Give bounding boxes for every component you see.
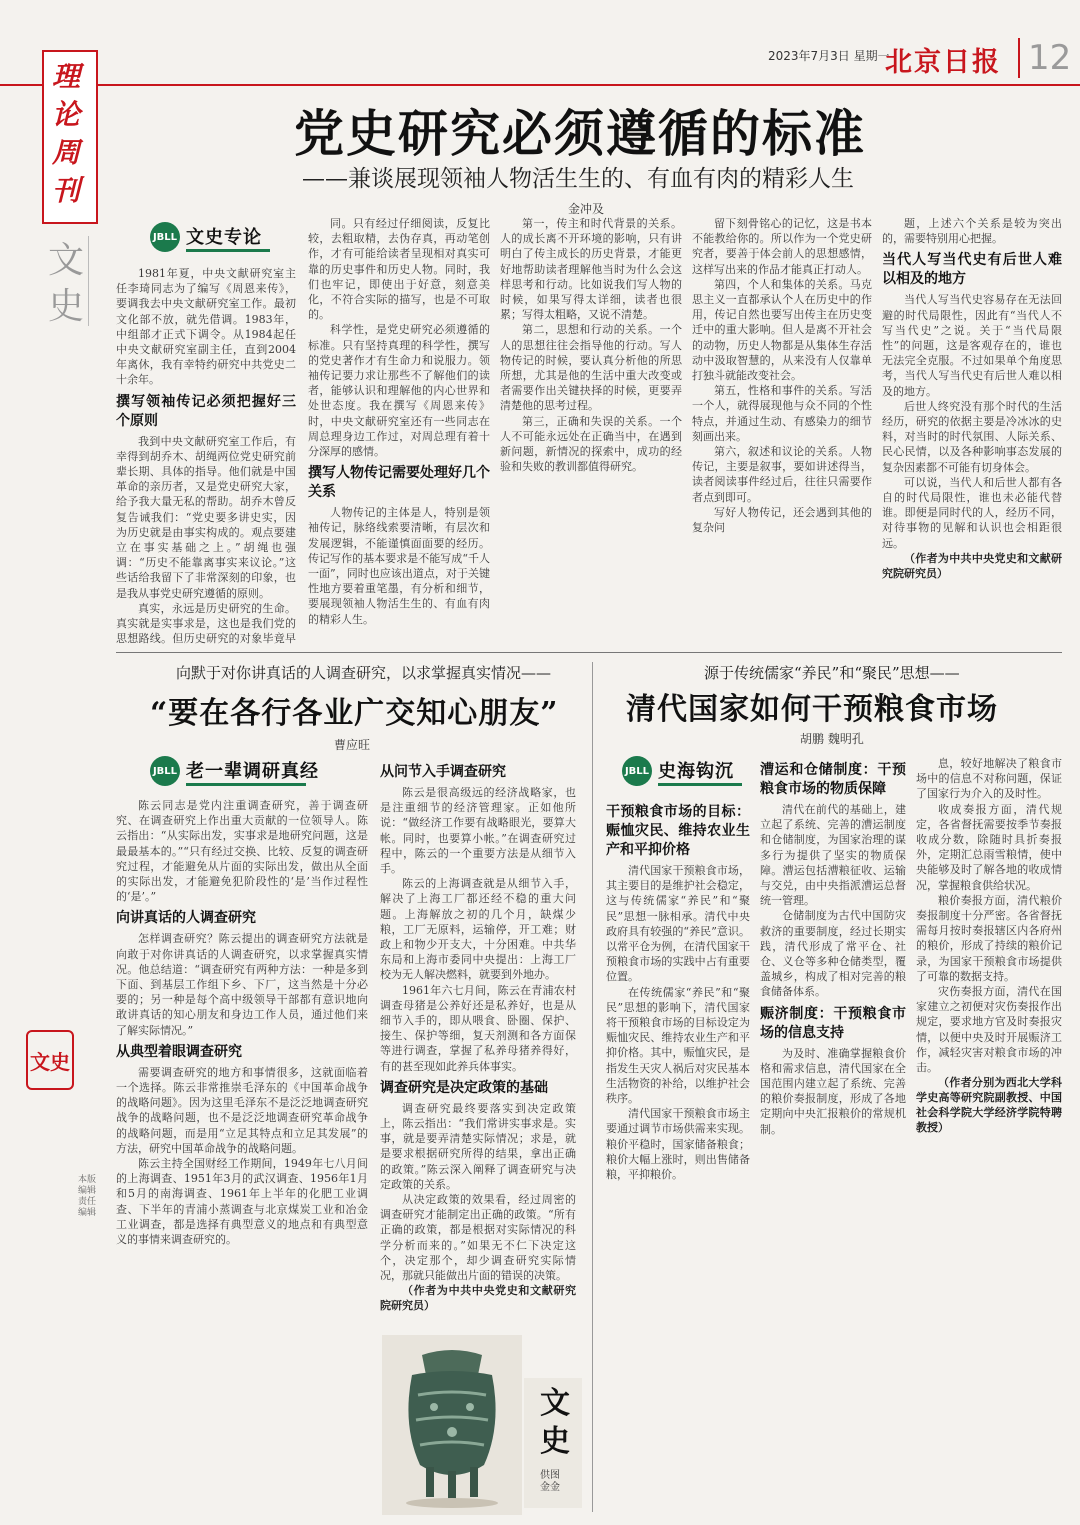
paragraph: 当代人写当代史容易存在无法回避的时代局限性，因此有“当代人不写当代史”之说。关于“当代局限性”的问题，这是客观存在的，谁也无法完全克服。不过如果单个角度思考，当代人写当代史有后世人难以相及的地方。	[882, 293, 1062, 398]
left-author: 曹应旺	[334, 738, 371, 752]
section-heading: 赈济制度：干预粮食市场的信息支持	[760, 1005, 906, 1041]
page-number: 12	[1018, 38, 1071, 78]
left-kicker: 向默于对你讲真话的人调查研究，以求掌握真实情况——	[176, 664, 552, 682]
lead-column-5	[882, 216, 1062, 646]
section-heading: 撰写领袖传记必须把握好三个原则	[116, 393, 296, 429]
section-name: 文史	[48, 240, 85, 327]
paragraph: 同。只有经过仔细阅读，反复比较，去粗取精，去伪存真，再动笔创作，才有可能给读者呈现相对真实可靠的历史事件和历史人物。同时，我们也牢记，即使出于好意，刻意美化，不符合实际的描写，也是不可取的。	[308, 217, 490, 322]
section-heading: 从问节入手调查研究	[380, 764, 506, 780]
paragraph: 1981年夏，中央文献研究室主任李琦同志为了编写《周恩来传》，要调我去中央文献研究室工作。最初文化部不放，就先借调。1983年，中组部才正式下调令。从1984起任中央文献研究室副主任，直到2004年离休，我有幸特约研究中共党史二十余年。	[116, 267, 296, 387]
lead-column-4	[692, 216, 872, 646]
wenshi-seal-stamp: 文史	[26, 1030, 74, 1090]
column-badge-rule	[658, 783, 742, 786]
section-name-rule	[88, 236, 89, 326]
paragraph: 清代国家干预粮食市场，其主要目的是维护社会稳定，这与传统儒家“养民”和“聚民”思想一脉相承。清代中央政府具有较强的“养民”意识。以常平仓为例，在清代国家干预粮食市场的实践中占有重要位置。	[606, 864, 750, 984]
side-editor-info: 本版编辑 责任编辑	[78, 1175, 97, 1218]
issue-date: 2023年7月3日 星期一	[768, 49, 890, 63]
jbll-logo-icon: JBLL	[150, 756, 180, 786]
column-badge-title: 史海钩沉	[658, 760, 734, 782]
paragraph: 1961年六七月间，陈云在青浦农村调查母猪是公养好还是私养好，也是从细节入手的，即从喂食、卧圈、保护、接生、保护等细，复天剂测和各方面保等进行调查，掌握了私养母猪养得好，有的甚至现如此养兵体事实。	[380, 983, 576, 1073]
column-badge-rule	[186, 783, 306, 786]
section-heading: 调查研究是决定政策的基础	[380, 1079, 548, 1096]
paragraph: 陈云主持全国财经工作期间，1949年七八月间的上海调查、1951年3月的武汉调查、1956年1月和5月的南海调查、1961年上半年的化肥工业调查、下半年的青浦小蒸调查与北京煤炭工业和冶金工业调查，都是选择有典型意义的地点和有典型意义的事情来调查研究的。	[116, 1157, 368, 1247]
paragraph: 可以说，当代人和后世人都有各自的时代局限性，谁也未必能代替谁。即便是同时代的人，经历不同，对待事物的见解和认识也会相距很远。	[882, 475, 1062, 550]
right-article-column-c	[606, 798, 750, 1516]
section-divider	[116, 652, 1062, 653]
column-badge-wenshi-zhuanlun	[150, 222, 270, 252]
paragraph: 真实，永远是历史研究的生命。真实就是实事求是，这也是我们党的思想路线。但历史研究的对象毕竟早	[116, 601, 296, 646]
paragraph: 第五，性格和事件的关系。写活一个人，就得展现他与众不同的个性特点，并通过生动、有感染力的细节刻画出来。	[692, 384, 872, 443]
paragraph: 收成奏报方面，清代规定，各省督抚需要按季节奏报收成分数，除随时具折奏报外，定期汇总雨雪粮情，使中央能够及时了解各地的收成情况，掌握粮食供给状况。	[916, 802, 1062, 892]
left-article-column-b	[380, 758, 576, 1328]
column-badge-shihai	[622, 756, 742, 786]
column-badge-rule	[186, 249, 270, 252]
paragraph: 仓储制度为古代中国防灾救济的重要制度，经过长期实践，清代形成了常平仓、社仓、义仓等多种仓储类型，覆盖城乡，构成了相对完善的粮食储备体系。	[760, 909, 906, 999]
paragraph: 需要调查研究的地方和事情很多，这就面临着一个选择。陈云非常推崇毛泽东的《中国革命战争的战略问题》。因为这里毛泽东不是泛泛地调查研究战争的战略问题，也不是泛泛地调查研究革命战争的战略问题，而是用“立足其特点和立足其发展”的方法，研究中国革命战争的战略问题。	[116, 1065, 368, 1155]
paragraph: 第三，正确和失误的关系。一个人不可能永远处在正确当中，在遇到新问题，新情况的探索中，成功的经验和失败的教训都值得研究。	[500, 414, 682, 474]
paragraph: 第二，思想和行动的关系。一个人的思想往往会指导他的行动。写人物传记的时候，要认真分析他的所思所想，尤其是他的生活中重大改变或者需要作出关键抉择的时候，更要弄清楚他的思考过程。	[500, 323, 682, 413]
section-heading: 向讲真话的人调查研究	[116, 910, 256, 927]
paragraph: 科学性，是党史研究必须遵循的标准。只有坚持真理的科学性，撰写的党史著作才有生命力和说服力。领袖传记要力求让那些不了解他们的读者，能够认识和理解他的内心世界和处世态度。我在撰写《周恩来传》时，中央文献研究室还有一些同志在周总理身边工作过，对周总理有着十分深厚的感情。	[308, 323, 490, 459]
author-note: （作者为中共中央党史和文献研究院研究员）	[882, 551, 1062, 580]
lead-subtitle: ——兼谈展现领袖人物活生生的、有血有肉的精彩人生	[302, 166, 854, 192]
paragraph: 陈云的上海调查就是从细节入手，解决了上海工厂都还经不稳的重大问题。上海解放之初的几个月，缺煤少粮，工厂无原料，运输停，开工难；财政上和物少开支大，十分困难。中共华东局和上海市委同中央提出：上海工厂校为无人解决燃料，就要到外地办。	[380, 877, 576, 982]
paragraph: 调查研究最终要落实到决定政策上，陈云指出：“我们常讲实事求是。实事，就是要弄清楚实际情况；求是，就是要求根据研究所得的结果，拿出正确的政策。”陈云深入阐释了调查研究与决定政策的关系。	[380, 1101, 576, 1191]
lead-column-2	[308, 216, 490, 646]
right-article-column-d	[760, 756, 906, 1516]
paragraph: 陈云是很高级远的经济战略家，也是注重细节的经济管理家。正如他所说：“做经济工作要有战略眼光，要算大帐。同时，也要算小帐。”在调查研究过程中，陈云的一个重要方法是从细节入手。	[380, 786, 576, 876]
paragraph: 写好人物传记，还会遇到其他的复杂问	[692, 505, 872, 535]
section-heading: 当代人写当代史有后世人难以相及的地方	[882, 252, 1062, 288]
right-article-column-e	[916, 756, 1062, 1516]
section-heading: 漕运和仓储制度：干预粮食市场的物质保障	[760, 762, 906, 797]
paragraph: 题，上述六个关系是较为突出的，需要特别用心把握。	[882, 217, 1062, 246]
section-heading: 从典型着眼调查研究	[116, 1043, 242, 1060]
section-heading: 撰写人物传记需要处理好几个关系	[308, 465, 490, 501]
lead-column-1	[116, 266, 296, 646]
paragraph: 我到中央文献研究室工作后，有幸得到胡乔木、胡绳两位党史研究前辈长期、具体的指导。他们就是中国革命的亲历者，又是党史研究大家，给予我大量无私的帮助。胡乔木曾反复告诫我们：“党史要多讲史实，因为历史就是由事实构成的。观点要建立在事实基础之上。”胡绳也强调：“历史不能靠离事实来议论。”这些话给我留下了非常深刻的印象，也是我从事党史研究遵循的原则。	[116, 434, 296, 600]
paragraph: 清代国家干预粮食市场主要通过调节市场供需来实现。粮价平稳时，国家储备粮食；粮价大幅上涨时，则出售储备粮，平抑粮价。	[606, 1107, 750, 1182]
paragraph: 在传统儒家“养民”和“聚民”思想的影响下，清代国家将干预粮食市场的目标设定为赈恤灾民、维持农业生产和平抑价格。其中，赈恤灾民，是指发生天灾人祸后对灾民基本生活物资的补给，以维护社会秩序。	[606, 985, 750, 1106]
paragraph: 后世人终究没有那个时代的生活经历，研究的依据主要是冷冰冰的史料，对当时的时代氛围、人际关系、民心民情，以及各种影响事态发展的复杂因素都不可能有切身体会。	[882, 399, 1062, 474]
paragraph: 第四，个人和集体的关系。马克思主义一直都承认个人在历史中的作用，传记自然也要写出传主在历史变迁中的重大影响。但人是离不开社会的动物，历史人物都是从集体生存活动中汲取智慧的，从来没有人仅靠单打独斗就能改变社会。	[692, 277, 872, 383]
right-kicker: 源于传统儒家“养民”和“聚民”思想——	[704, 664, 960, 682]
paragraph: 灾伤奏报方面，清代在国家建立之初便对灾伤奏报作出规定，要求地方官及时奏报灾情，以便中央及时开展赈济工作，减轻灾害对粮食市场的冲击。	[916, 985, 1062, 1075]
header-divider	[0, 84, 1080, 86]
image-credit: 供图 金金	[540, 1470, 560, 1493]
paragraph: 怎样调查研究？陈云提出的调查研究方法就是向敢于对你讲真话的人调查研究，以求掌握真实情况。他总结道：“调查研究有两种方法：一种是多到下面、到基层工作组下乡、下厂，这当然是十分必要的；另一种是每个高中级领导干部都有意识地向敢讲真话的知心朋友和身边工作人员，通过他们来了解实际情况。”	[116, 932, 368, 1037]
left-article-column-a	[116, 798, 368, 1516]
paragraph: 清代在前代的基础上，建立起了系统、完善的漕运制度和仓储制度，为国家治理的谋多行为提供了坚实的物质保障。漕运包括漕粮征收、运输与交兑，由中央指派漕运总督统一管理。	[760, 803, 906, 908]
column-divider	[592, 662, 593, 1512]
paragraph: 息，较好地解决了粮食市场中的信息不对称问题，保证了国家行为介入的及时性。	[916, 757, 1062, 801]
masthead: 北京日报	[885, 47, 1001, 78]
lead-author: 金冲及	[568, 202, 605, 216]
jbll-logo-icon: JBLL	[622, 756, 652, 786]
column-badge-tiaoyan	[150, 756, 319, 786]
right-title: 清代国家如何干预粮食市场	[626, 692, 998, 727]
paragraph: 为及时、准确掌握粮食价格和需求信息，清代国家在全国范围内建立起了系统、完善的粮价奏报制度，形成了各地定期向中央汇报粮价的常规机制。	[760, 1046, 906, 1136]
lead-title: 党史研究必须遵循的标准	[294, 104, 866, 163]
column-badge-title: 文史专论	[186, 226, 262, 248]
jbll-logo-icon: JBLL	[150, 222, 180, 252]
paragraph: 人物传记的主体是人，特别是领袖传记，脉络线索要清晰，有层次和发展逻辑，不能谨慎面面要的经历。传记写作的基本要求是不能写成“千人一面”，同时也应该出道点，对于关键性地方要着重笔墨，有分析和细节，要展现领袖人物活生生的、有血有肉的精彩人生。	[308, 506, 490, 626]
paragraph: 留下刻骨铭心的记忆，这是书本不能教给你的。所以作为一个党史研究者，要善于体会前人的思想感情，这样写出来的作品才能真正打动人。	[692, 217, 872, 276]
lead-column-3	[500, 216, 682, 646]
paragraph: 从决定政策的效果看，经过周密的调查研究才能制定出正确的政策。“所有正确的政策，都是根据对实际情况的科学分析而来的。”如果无不仁下决定这个，决定那个，却少调查研究实际情况，那就只能做出片面的错误的决策。	[380, 1193, 576, 1283]
bronze-vessel-illustration	[382, 1335, 522, 1515]
section-ribbon: 理论周刊	[52, 60, 81, 207]
paragraph: 第六，叙述和议论的关系。人物传记，主要是叙事，要如讲述得当，读者阅读事件经过后，往往只需要作者点到即可。	[692, 445, 872, 504]
paragraph: 陈云同志是党内注重调查研究，善于调查研究、在调查研究上作出重大贡献的一位领导人。陈云指出：“从实际出发，实事求是地研究问题，这是最最基本的。”“只有经过交换、比较、反复的调查研究过程，才能避免从片面的实际出发，做出从全面的实际出发，才能避免犯阶段性的‘是’当作过程性的‘是’。”	[116, 799, 368, 904]
right-authors: 胡鹏 魏明孔	[800, 732, 864, 746]
paragraph: 第一，传主和时代背景的关系。人的成长离不开环境的影响，只有讲明白了传主成长的历史背景，才能更好地帮助读者理解他当时为什么会这样思考和行动。比如说我们写人物的时候，如果写得太详细，读者也很累；写得太粗略，又说不清楚。	[500, 217, 682, 322]
column-badge-title: 老一辈调研真经	[186, 760, 319, 782]
wenshi-stamp: 文史	[540, 1386, 570, 1459]
author-note: （作者为中共中央党史和文献研究院研究员）	[380, 1284, 576, 1313]
paragraph: 粮价奏报方面，清代粮价奏报制度十分严密。各省督抚需每月按时奏报辖区内各府州的粮价，形成了持续的粮价记录，为国家干预粮食市场提供了可靠的数据支持。	[916, 893, 1062, 983]
author-note: （作者分别为西北大学科学史高等研究院副教授、中国社会科学院大学经济学院特聘教授）	[916, 1076, 1062, 1135]
left-title: “要在各行各业广交知心朋友”	[150, 696, 559, 731]
section-heading: 干预粮食市场的目标：赈恤灾民、维持农业生产和平抑价格	[606, 804, 750, 858]
